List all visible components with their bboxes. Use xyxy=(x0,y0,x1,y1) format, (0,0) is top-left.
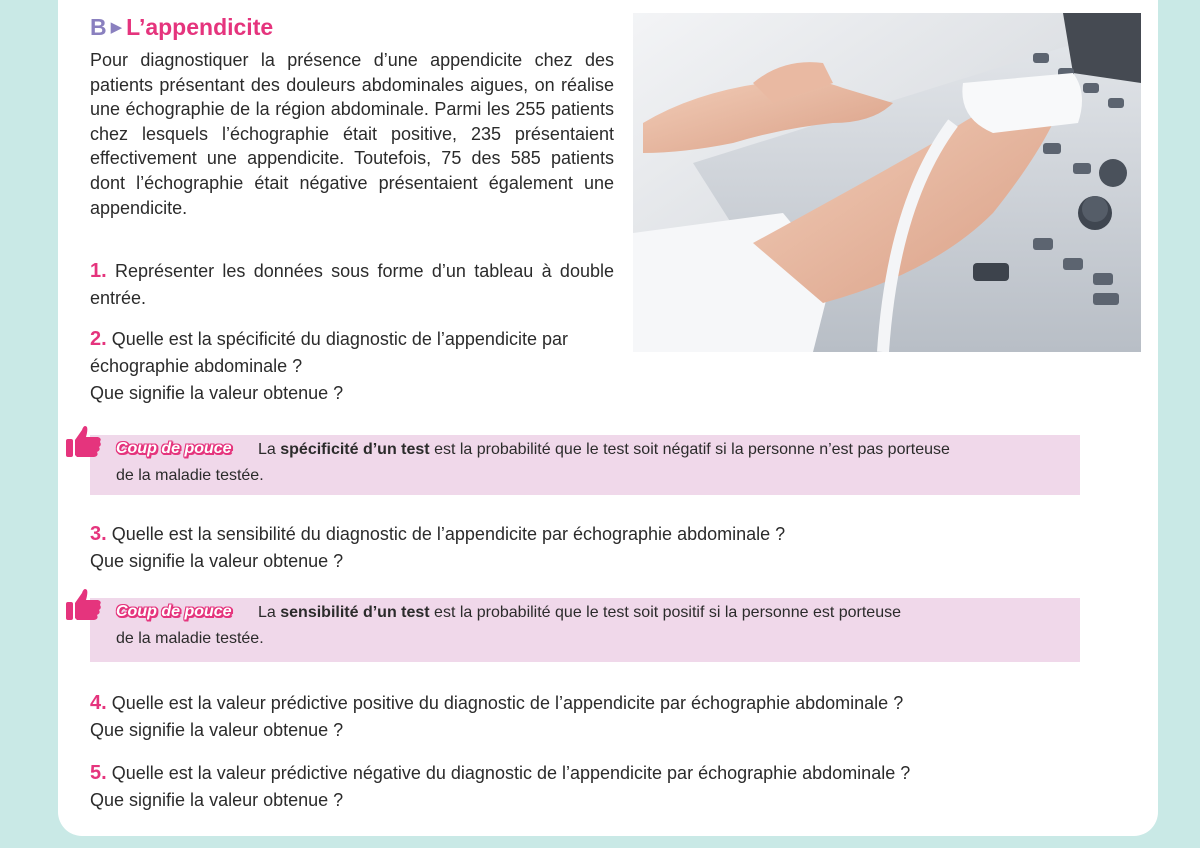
question-text: Quelle est la spécificité du diagnostic de l’appendicite par échographie abdominale ? xyxy=(90,329,568,376)
hint-text-pre: La xyxy=(258,441,281,458)
question-number: 2. xyxy=(90,328,107,350)
question-text: Représenter les données sous forme d’un tableau à double entrée. xyxy=(90,261,614,308)
question-text: Quelle est la valeur prédictive positive du diagnostic de l’appendicite par échographie abdominale ? xyxy=(111,693,904,713)
hint-badge: Coup de pouce xyxy=(116,440,232,457)
hint-term: sensibilité d’un test xyxy=(280,604,430,621)
hint-text-post: est la probabilité que le test soit négatif si la personne n’est pas porteuse xyxy=(429,441,950,458)
question-5 xyxy=(90,760,1090,814)
question-3 xyxy=(90,521,1050,575)
hint-box xyxy=(90,598,1080,662)
question-subtext: Que signifie la valeur obtenue ? xyxy=(90,383,344,403)
hint-box xyxy=(90,435,1080,495)
thumbs-up-icon xyxy=(64,584,104,624)
hint-term: spécificité d’un test xyxy=(280,441,430,458)
question-number: 5. xyxy=(90,762,107,784)
hint-text-pre: La xyxy=(258,604,281,621)
question-text: Quelle est la sensibilité du diagnostic de l’appendicite par échographie abdominale ? xyxy=(111,524,786,544)
question-text: Quelle est la valeur prédictive négative du diagnostic de l’appendicite par échographie abdominale ? xyxy=(111,763,911,783)
hint-text-post: est la probabilité que le test soit positif si la personne est porteuse xyxy=(429,604,901,621)
triangle-icon: ▶ xyxy=(110,19,123,36)
intro-paragraph: Pour diagnostiquer la présence d’une appendicite chez des patients présentant des douleurs abdominales aigues, on réalise une échographie de la région abdominale. Parmi les 255 patients chez lesquels l’échographie était positive, 235 présentaient effectivement une appendicite. Toutefois, 75 des 585 patients dont l’échographie était négative présentaient également une appendicite. xyxy=(90,50,614,218)
question-4 xyxy=(90,690,1090,744)
hint-text-line2: de la maladie testée. xyxy=(116,467,264,484)
question-1 xyxy=(90,258,614,312)
section-heading xyxy=(90,12,273,46)
question-number: 1. xyxy=(90,260,107,282)
question-subtext: Que signifie la valeur obtenue ? xyxy=(90,551,344,571)
hint-text-line2: de la maladie testée. xyxy=(116,630,264,647)
section-title: L’appendicite xyxy=(126,14,274,40)
question-number: 3. xyxy=(90,523,107,545)
question-number: 4. xyxy=(90,692,107,714)
ultrasound-photo xyxy=(633,13,1141,352)
question-subtext: Que signifie la valeur obtenue ? xyxy=(90,720,344,740)
question-subtext: Que signifie la valeur obtenue ? xyxy=(90,790,344,810)
thumbs-up-icon xyxy=(64,421,104,461)
question-2 xyxy=(90,326,620,407)
hint-badge: Coup de pouce xyxy=(116,603,232,620)
section-letter: B xyxy=(90,14,107,40)
